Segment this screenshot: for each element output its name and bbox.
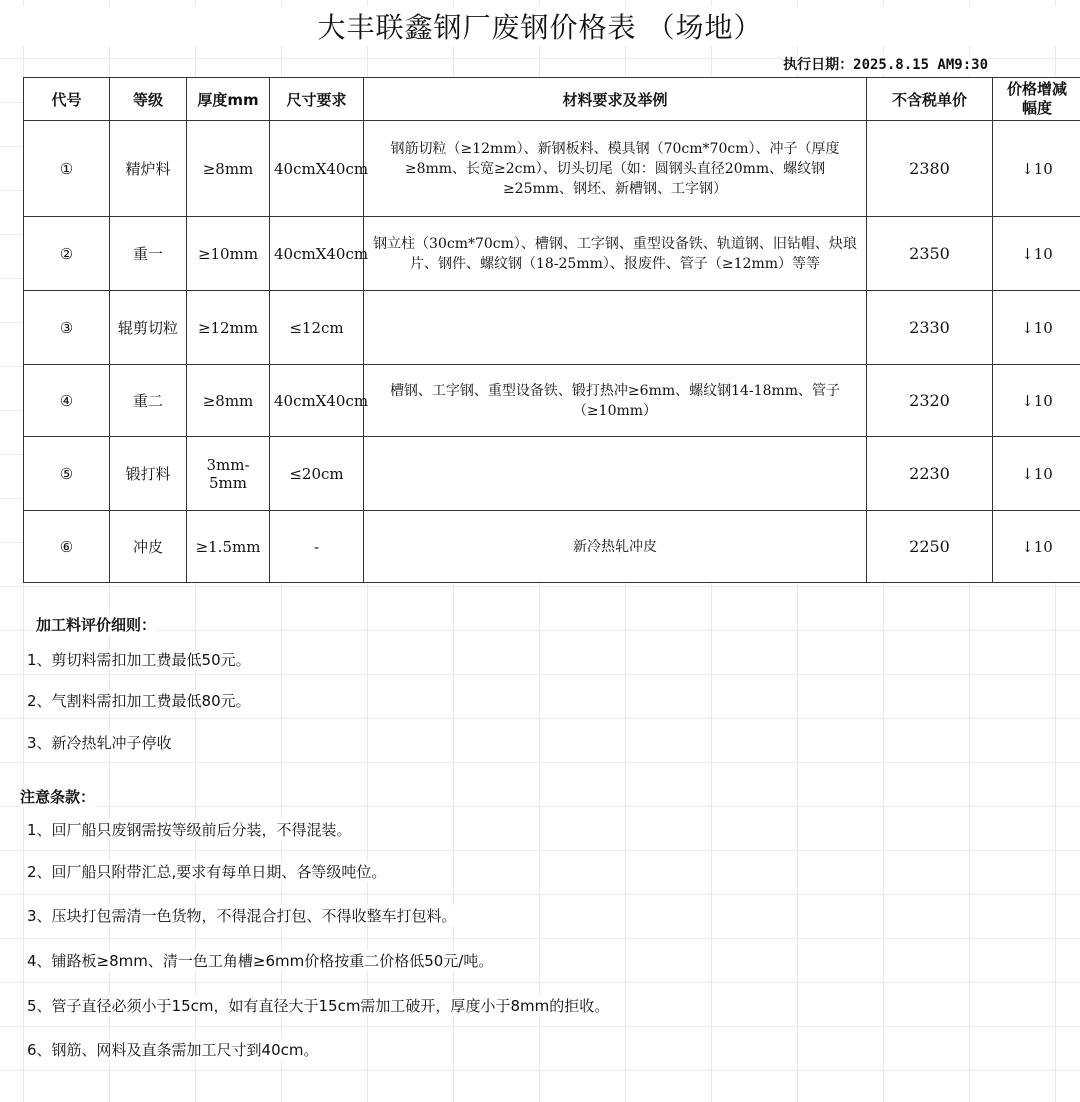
page-title: 大丰联鑫钢厂废钢价格表 （场地） bbox=[0, 6, 1080, 46]
row-price: 2250 bbox=[867, 511, 993, 583]
note-item: 1、回厂船只废钢需按等级前后分装，不得混装。 bbox=[27, 821, 352, 839]
row-price: 2230 bbox=[867, 437, 993, 511]
row-change: ↓10 bbox=[993, 291, 1080, 365]
row-grade: 辊剪切粒 bbox=[110, 291, 187, 365]
header-grade: 等级 bbox=[110, 78, 187, 121]
note-item: 2、回厂船只附带汇总,要求有每单日期、各等级吨位。 bbox=[27, 863, 387, 881]
row-grade: 精炉料 bbox=[110, 121, 187, 217]
row-material bbox=[364, 437, 867, 511]
row-grade: 重一 bbox=[110, 217, 187, 291]
table-header-row bbox=[24, 78, 1080, 121]
table-row bbox=[24, 511, 1080, 583]
table-row bbox=[24, 437, 1080, 511]
row-grade: 冲皮 bbox=[110, 511, 187, 583]
row-size: 40cmX40cm bbox=[270, 121, 364, 217]
row-price: 2350 bbox=[867, 217, 993, 291]
processing-rule-item: 2、气割料需扣加工费最低80元。 bbox=[27, 692, 251, 710]
row-change: ↓10 bbox=[993, 217, 1080, 291]
note-item: 4、铺路板≥8mm、清一色工角槽≥6mm价格按重二价格低50元/吨。 bbox=[27, 952, 494, 970]
row-material: 钢立柱（30cm*70cm）、槽钢、工字钢、重型设备铁、轨道钢、旧钻帽、炔琅片、钢件、螺纹钢（18-25mm）、报废件、管子（≥12mm）等等 bbox=[364, 217, 867, 291]
row-size: ≤20cm bbox=[270, 437, 364, 511]
row-change: ↓10 bbox=[993, 437, 1080, 511]
header-thickness: 厚度mm bbox=[187, 78, 270, 121]
processing-rule-item: 3、新冷热轧冲子停收 bbox=[27, 734, 172, 752]
row-code: ⑥ bbox=[24, 511, 110, 583]
row-price: 2320 bbox=[867, 365, 993, 437]
row-code: ② bbox=[24, 217, 110, 291]
header-size: 尺寸要求 bbox=[270, 78, 364, 121]
row-code: ⑤ bbox=[24, 437, 110, 511]
row-change: ↓10 bbox=[993, 365, 1080, 437]
row-grade: 锻打料 bbox=[110, 437, 187, 511]
table-row bbox=[24, 217, 1080, 291]
row-thickness: ≥8mm bbox=[187, 121, 270, 217]
header-material: 材料要求及举例 bbox=[364, 78, 867, 121]
row-material bbox=[364, 291, 867, 365]
header-change: 价格增减 幅度 bbox=[993, 78, 1080, 121]
notes-title: 注意条款： bbox=[20, 788, 96, 806]
row-code: ④ bbox=[24, 365, 110, 437]
row-change: ↓10 bbox=[993, 511, 1080, 583]
price-table bbox=[23, 77, 1080, 583]
note-item: 5、管子直径必须小于15cm，如有直径大于15cm需加工破开，厚度小于8mm的拒收。 bbox=[27, 997, 610, 1015]
row-thickness: ≥10mm bbox=[187, 217, 270, 291]
row-size: 40cmX40cm bbox=[270, 217, 364, 291]
processing-rules-title: 加工料评价细则： bbox=[36, 616, 157, 634]
table-row bbox=[24, 365, 1080, 437]
row-material: 钢筋切粒（≥12mm）、新钢板料、模具钢（70cm*70cm）、冲子（厚度≥8mm、长宽≥2cm）、切头切尾（如：圆钢头直径20mm、螺纹钢≥25mm、钢坯、新槽钢、工字钢） bbox=[364, 121, 867, 217]
table-row bbox=[24, 121, 1080, 217]
row-size: ≤12cm bbox=[270, 291, 364, 365]
row-thickness: ≥8mm bbox=[187, 365, 270, 437]
execution-date: 执行日期：2025.8.15 AM9:30 bbox=[783, 54, 988, 74]
row-price: 2330 bbox=[867, 291, 993, 365]
row-size: 40cmX40cm bbox=[270, 365, 364, 437]
row-thickness: ≥1.5mm bbox=[187, 511, 270, 583]
row-code: ③ bbox=[24, 291, 110, 365]
table-row bbox=[24, 291, 1080, 365]
row-thickness: 3mm-5mm bbox=[187, 437, 270, 511]
row-material: 槽钢、工字钢、重型设备铁、锻打热冲≥6mm、螺纹钢14-18mm、管子（≥10mm） bbox=[364, 365, 867, 437]
row-thickness: ≥12mm bbox=[187, 291, 270, 365]
note-item: 6、钢筋、网料及直条需加工尺寸到40cm。 bbox=[27, 1041, 319, 1059]
note-item: 3、压块打包需清一色货物，不得混合打包、不得收整车打包料。 bbox=[27, 907, 457, 925]
processing-rule-item: 1、剪切料需扣加工费最低50元。 bbox=[27, 651, 251, 669]
row-price: 2380 bbox=[867, 121, 993, 217]
row-size: - bbox=[270, 511, 364, 583]
row-grade: 重二 bbox=[110, 365, 187, 437]
row-code: ① bbox=[24, 121, 110, 217]
row-change: ↓10 bbox=[993, 121, 1080, 217]
row-material: 新冷热轧冲皮 bbox=[364, 511, 867, 583]
header-price: 不含税单价 bbox=[867, 78, 993, 121]
header-code: 代号 bbox=[24, 78, 110, 121]
